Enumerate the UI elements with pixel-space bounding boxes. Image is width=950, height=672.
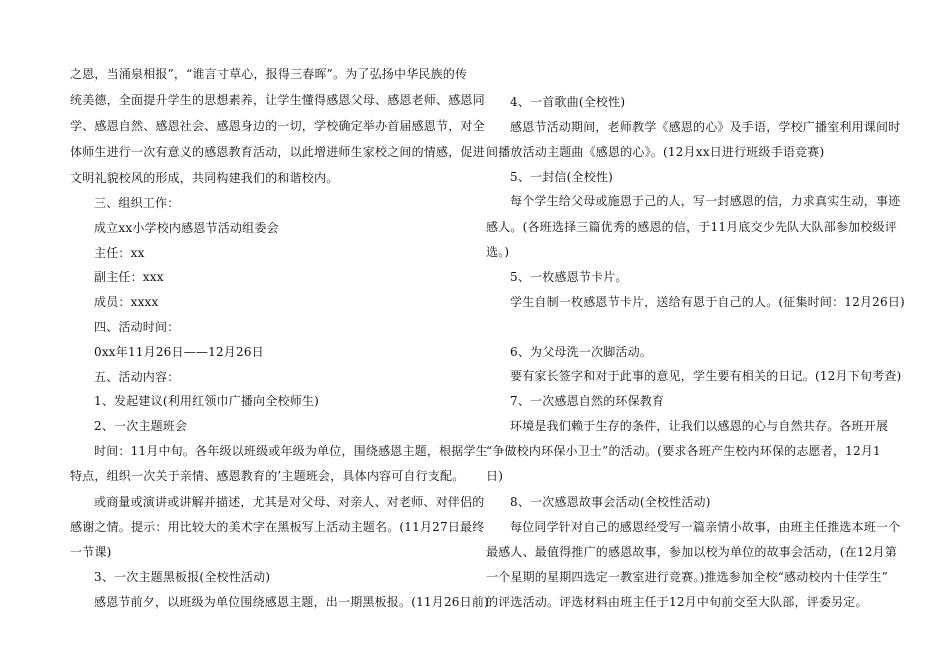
section-heading: 五、活动内容： — [94, 370, 180, 384]
paragraph-line: 选。) — [486, 245, 510, 259]
paragraph-line: 副主任：xxx — [94, 270, 164, 284]
list-item-heading: 8、一次感恩故事会活动(全校性活动) — [510, 495, 711, 509]
list-item-heading: 1、发起建议(利用红领巾广播向全校师生) — [94, 394, 319, 408]
paragraph-line: 特点，组织一次关于亲情、感恩教育的’主题班会，具体内容可自行支配。 — [70, 469, 465, 483]
paragraph-line: 环境是我们赖于生存的条件，让我们以感恩的心与自然共存。各班开展 — [510, 419, 889, 433]
paragraph-line: 或商量或演讲或讲解并描述，尤其是对父母、对亲人、对老师、对伴侣的 — [94, 495, 485, 509]
paragraph-line: 每个学生给父母或施恩于己的人，写一封感恩的信，力求真实生动，事迹 — [510, 194, 901, 208]
paragraph-line: 间播放活动主题曲《感恩的心》。(12月xx日进行班级手语竞赛) — [486, 145, 825, 159]
paragraph-line: 感恩节前夕，以班级为单位围绕感恩主题，出一期黑板报。(11月26日前) — [94, 595, 489, 609]
paragraph-line: 主任：xx — [94, 246, 145, 260]
paragraph-line: 成立xx小学校内感恩节活动组委会 — [94, 221, 279, 235]
paragraph-line: 体师生进行一次有意义的感恩教育活动，以此增进师生家校之间的情感，促进 — [70, 145, 485, 159]
paragraph-line: 0xx年11月26日——12月26日 — [94, 345, 264, 359]
paragraph-line: 最感人、最值得推广的感恩故事，参加以校为单位的故事会活动，(在12月第 — [486, 545, 897, 559]
paragraph-line: 文明礼貌校风的形成，共同构建我们的和谐校内。 — [70, 171, 339, 185]
paragraph-line: 要有家长签字和对于此事的意见，学生要有相关的日记。(12月下旬考查) — [510, 369, 902, 383]
paragraph-line: 一个星期的星期四选定一教室进行竞赛。)推选参加全校“感动校内十佳学生” — [486, 570, 888, 584]
paragraph-line: 学生自制一枚感恩节卡片，送给有恩于自己的人。(征集时间：12月26日) — [510, 295, 905, 309]
list-item-heading: 2、一次主题班会 — [94, 419, 188, 433]
paragraph-line: 日) — [486, 469, 504, 483]
section-heading: 四、活动时间： — [94, 320, 180, 334]
paragraph-line: 时间：11月中旬。各年级以班级或年级为单位，围绕感恩主题，根据学生 — [94, 444, 488, 458]
list-item-heading: 5、一封信(全校性) — [510, 170, 613, 184]
list-item-heading: 5、一枚感恩节卡片。 — [510, 270, 628, 284]
paragraph-line: 感恩节活动期间，老师教学《感恩的心》及手语，学校广播室利用课间时 — [510, 120, 901, 134]
paragraph-line: 感谢之情。提示：用比较大的美术字在黑板写上活动主题名。(11月27日最终 — [70, 520, 485, 534]
list-item-heading: 6、为父母洗一次脚活动。 — [510, 345, 653, 359]
paragraph-line: 一节课) — [70, 545, 112, 559]
list-item-heading: 3、一次主题黑板报(全校性活动) — [94, 570, 271, 584]
section-heading: 三、组织工作： — [94, 196, 180, 210]
list-item-heading: 7、一次感恩自然的环保教育 — [510, 394, 665, 408]
paragraph-line: 之恩，当涌泉相报”，“谁言寸草心，报得三春晖”。为了弘扬中华民族的传 — [70, 67, 468, 81]
paragraph-line: 学、感恩自然、感恩社会、感恩身边的一切，学校确定举办首届感恩节，对全 — [70, 119, 485, 133]
paragraph-line: 统美德，全面提升学生的思想素养，让学生懂得感恩父母、感恩老师、感恩同 — [70, 93, 485, 107]
paragraph-line: 成员：xxxx — [94, 295, 159, 309]
paragraph-line: “争做校内环保小卫士”的活动。(要求各班产生校内环保的志愿者，12月1 — [486, 444, 881, 458]
paragraph-line: 感人。(各班选择三篇优秀的感恩的信，于11月底交少先队大队部参加校级评 — [486, 220, 897, 234]
paragraph-line: 每位同学针对自己的感恩经受写一篇亲情小故事，由班主任推选本班一个 — [510, 520, 901, 534]
paragraph-line: 的评选活动。评选材料由班主任于12月中旬前交至大队部，评委另定。 — [486, 595, 868, 609]
list-item-heading: 4、一首歌曲(全校性) — [510, 95, 626, 109]
